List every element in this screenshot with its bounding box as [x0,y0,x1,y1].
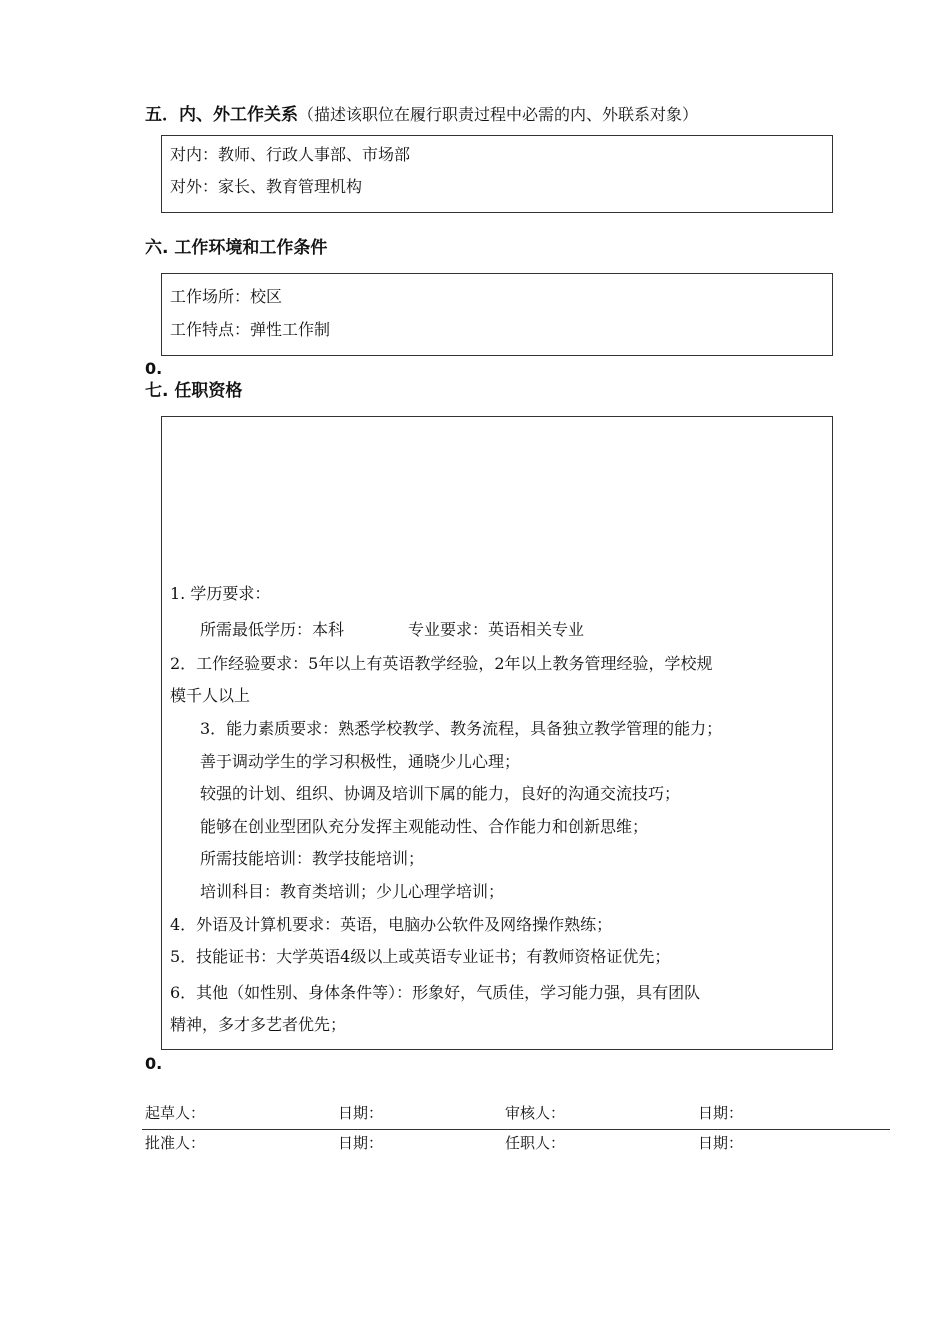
signature-divider [142,1129,890,1130]
min-degree-and-major: 所需最低学历：本科 专业要求：英语相关专业 [200,620,585,639]
language-computer-requirement: 4．外语及计算机要求：英语，电脑办公软件及网络操作熟练； [170,915,613,934]
work-location: 工作场所：校区 [170,287,283,306]
section5-box [161,135,833,213]
review-date-label: 日期： [698,1104,744,1122]
draft-date-label: 日期： [338,1104,384,1122]
other-requirement-cont: 精神，多才多艺者优先； [170,1015,347,1034]
section7-title: 七. 任职资格 [145,381,243,401]
section5-note: （描述该职位在履行职责过程中必需的内、外联系对象） [298,105,699,124]
external-relations: 对外：家长、教育管理机构 [170,177,363,196]
internal-relations: 对内：教师、行政人事部、市场部 [170,145,411,164]
approver-label: 批准人： [145,1134,206,1152]
ability-item-startup: 能够在创业型团队充分发挥主观能动性、合作能力和创新思维； [200,817,649,836]
section-marker: 0. [145,359,163,378]
experience-requirement-cont: 模千人以上 [170,686,251,705]
drafter-label: 起草人： [145,1104,206,1122]
experience-requirement: 2．工作经验要求：5年以上有英语教学经验，2年以上教务管理经验，学校规 [170,654,713,673]
reviewer-label: 审核人： [505,1104,566,1122]
ability-requirement: 3．能力素质要求：熟悉学校教学、教务流程，具备独立教学管理的能力； [200,719,723,738]
section6-box [161,273,833,356]
incumbent-label: 任职人： [505,1134,566,1152]
other-requirement: 6．其他（如性别、身体条件等）：形象好，气质佳，学习能力强，具有团队 [170,983,701,1002]
certificate-requirement: 5．技能证书：大学英语4级以上或英语专业证书；有教师资格证优先； [170,947,671,966]
training-subjects: 培训科目：教育类培训；少儿心理学培训； [200,882,505,901]
work-feature: 工作特点：弹性工作制 [170,320,331,339]
education-requirement: 1. 学历要求： [170,584,271,603]
section6-title: 六. 工作环境和工作条件 [145,238,328,258]
ability-item-motivation: 善于调动学生的学习积极性，通晓少儿心理； [200,752,521,771]
section5-title: 五．内、外工作关系 [145,105,298,125]
section-marker: 0. [145,1054,163,1073]
section5-heading [145,104,698,126]
incumbent-date-label: 日期： [698,1134,744,1152]
ability-item-planning: 较强的计划、组织、协调及培训下属的能力，良好的沟通交流技巧； [200,784,681,803]
approve-date-label: 日期： [338,1134,384,1152]
skill-training: 所需技能培训：教学技能培训； [200,849,425,868]
section7-box [161,416,833,1050]
